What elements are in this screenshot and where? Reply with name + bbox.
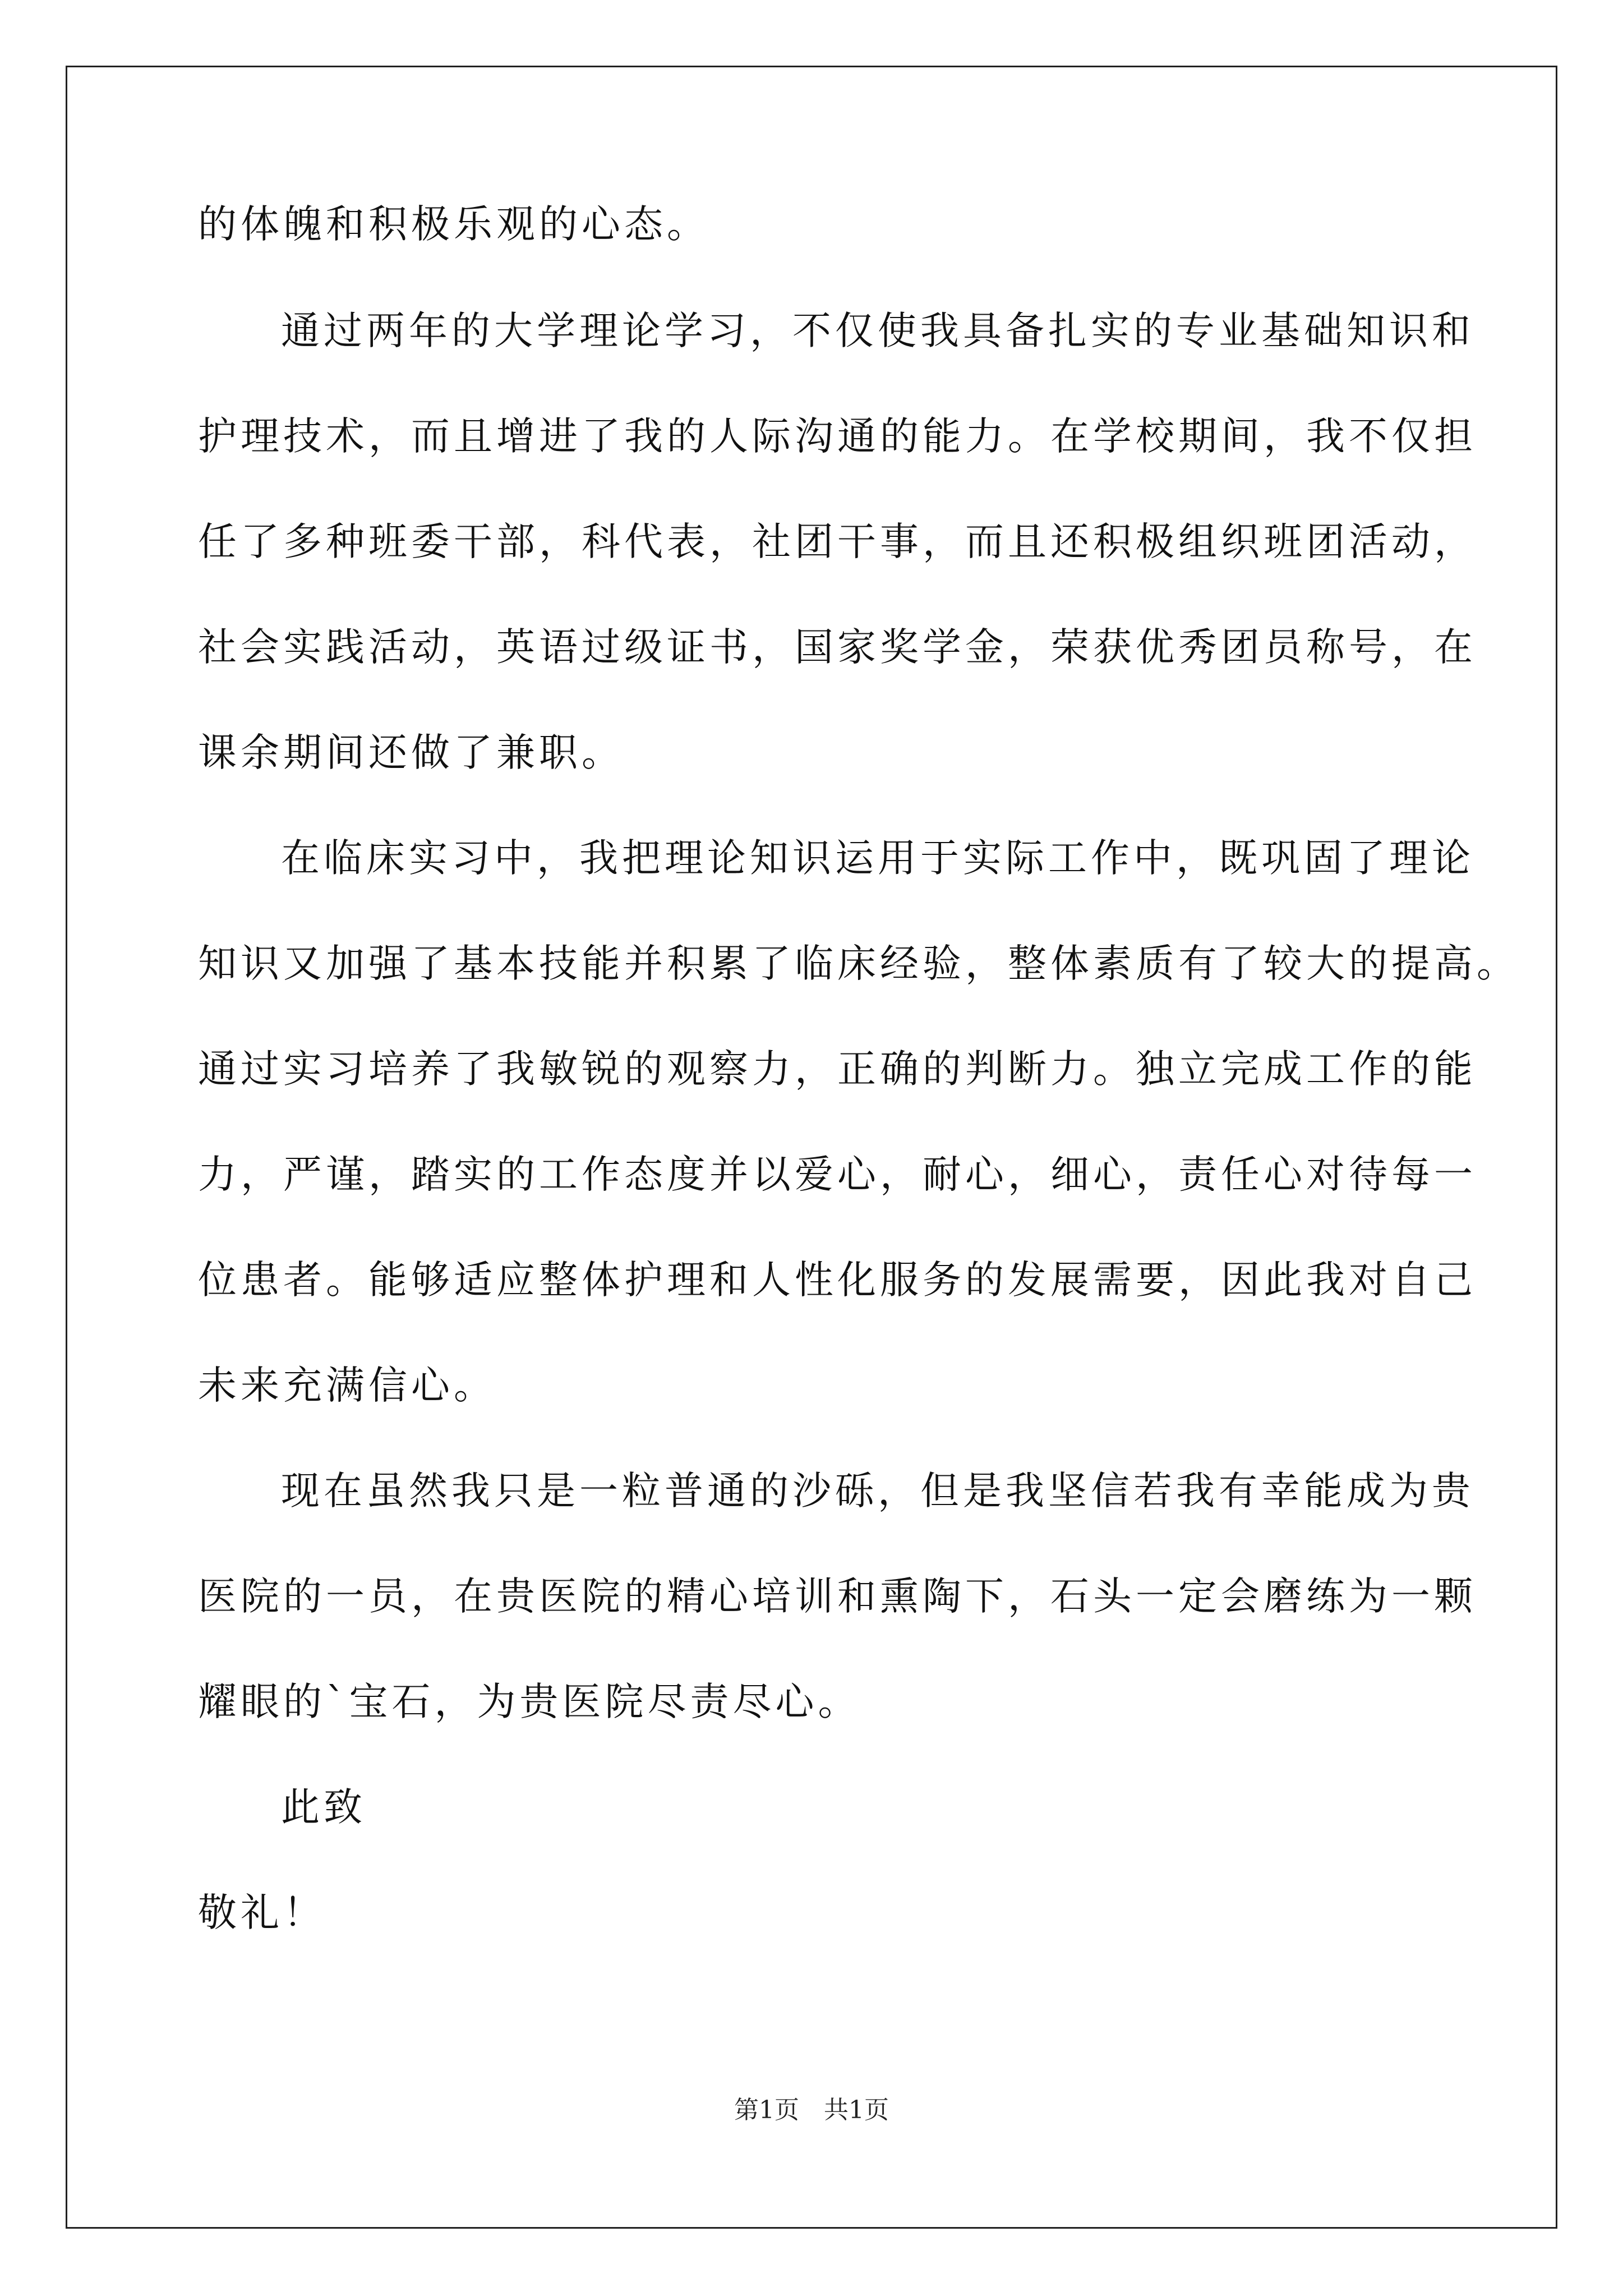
text-line: 位患者。能够适应整体护理和人性化服务的发展需要，因此我对自己 <box>198 1258 1477 1303</box>
text-line: 耀眼的`宝石，为贵医院尽责尽心。 <box>198 1680 861 1724</box>
text-line: 现在虽然我只是一粒普通的沙砾，但是我坚信若我有幸能成为贵 <box>281 1469 1474 1513</box>
page-footer <box>0 2093 1623 2127</box>
text-line: 护理技术，而且增进了我的人际沟通的能力。在学校期间，我不仅担 <box>198 414 1477 459</box>
text-line: 力，严谨，踏实的工作态度并以爱心，耐心，细心，责任心对待每一 <box>198 1152 1477 1197</box>
text-line: 课余期间还做了兼职。 <box>198 730 624 775</box>
text-line: 的体魄和积极乐观的心态。 <box>198 202 709 247</box>
closing-salutation: 此致 <box>281 1785 366 1830</box>
text-line: 医院的一员，在贵医院的精心培训和熏陶下，石头一定会磨练为一颗 <box>198 1574 1477 1619</box>
text-line: 知识又加强了基本技能并积累了临床经验，整体素质有了较大的提高。 <box>198 941 1519 986</box>
text-line: 在临床实习中，我把理论知识运用于实际工作中，既巩固了理论 <box>281 836 1474 881</box>
page-number-current: 第1页 <box>734 2096 799 2124</box>
text-line: 通过实习培养了我敏锐的观察力，正确的判断力。独立完成工作的能 <box>198 1047 1477 1092</box>
page-number-total: 共1页 <box>824 2096 889 2124</box>
text-line: 未来充满信心。 <box>198 1363 496 1408</box>
text-line: 通过两年的大学理论学习，不仅使我具备扎实的专业基础知识和 <box>281 309 1474 353</box>
text-line: 社会实践活动，英语过级证书，国家奖学金，荣获优秀团员称号，在 <box>198 625 1477 670</box>
closing-regards: 敬礼！ <box>198 1890 326 1935</box>
text-line: 任了多种班委干部，科代表，社团干事，而且还积极组织班团活动， <box>198 519 1477 564</box>
